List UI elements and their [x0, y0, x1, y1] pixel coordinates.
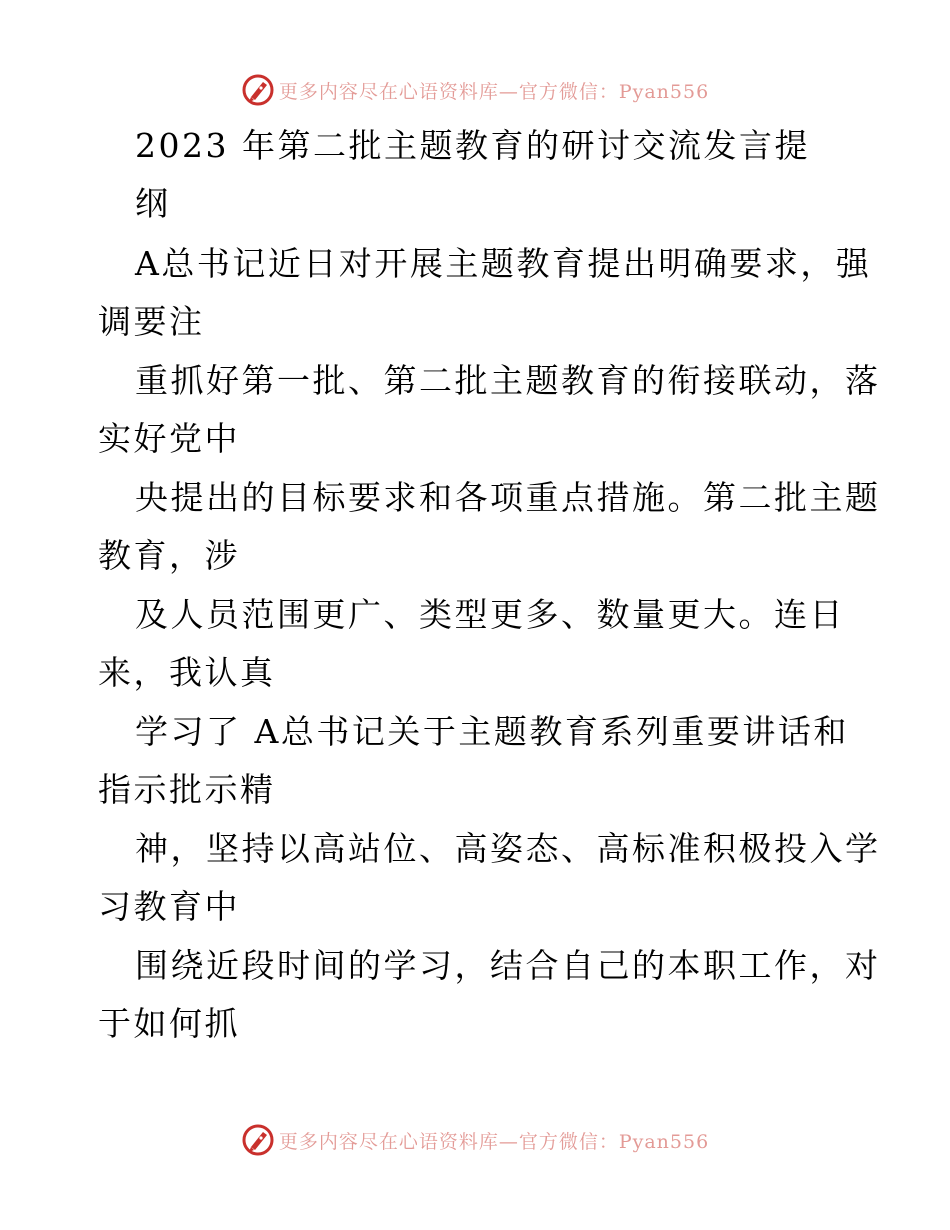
- body-line: 央提出的目标要求和各项重点措施。第二批主题: [135, 478, 881, 517]
- body-line: 习教育中: [98, 887, 240, 926]
- pen-nib-circle-icon: [241, 1123, 275, 1157]
- title-line-2: 纲: [135, 184, 171, 223]
- body-line: 来，我认真: [98, 653, 276, 692]
- pen-nib-circle-icon: [241, 73, 275, 107]
- body-line: 重抓好第一批、第二批主题教育的衔接联动，落: [135, 361, 881, 400]
- body-line: 及人员范围更广、类型更多、数量更大。连日: [135, 595, 845, 634]
- body-line: A总书记近日对开展主题教育提出明确要求，强: [135, 244, 872, 283]
- body-line: 指示批示精: [98, 770, 276, 809]
- banner-text: 更多内容尽在心语资料库—官方微信：Pyan556: [278, 80, 710, 103]
- body-line: 于如何抓: [98, 1004, 240, 1043]
- body-line: 调要注: [98, 302, 205, 341]
- body-line: 实好党中: [98, 419, 240, 458]
- banner-text: 更多内容尽在心语资料库—官方微信：Pyan556: [278, 1130, 710, 1153]
- body-line: 教育，涉: [98, 536, 240, 575]
- body-line: 围绕近段时间的学习，结合自己的本职工作，对: [135, 946, 881, 985]
- body-line: 学习了 A总书记关于主题教育系列重要讲话和: [135, 712, 849, 751]
- body-line: 神，坚持以高站位、高姿态、高标准积极投入学: [135, 829, 881, 868]
- title-line-1: 2023 年第二批主题教育的研讨交流发言提: [135, 126, 810, 165]
- header-banner: [0, 70, 950, 110]
- footer-banner: [0, 1120, 950, 1160]
